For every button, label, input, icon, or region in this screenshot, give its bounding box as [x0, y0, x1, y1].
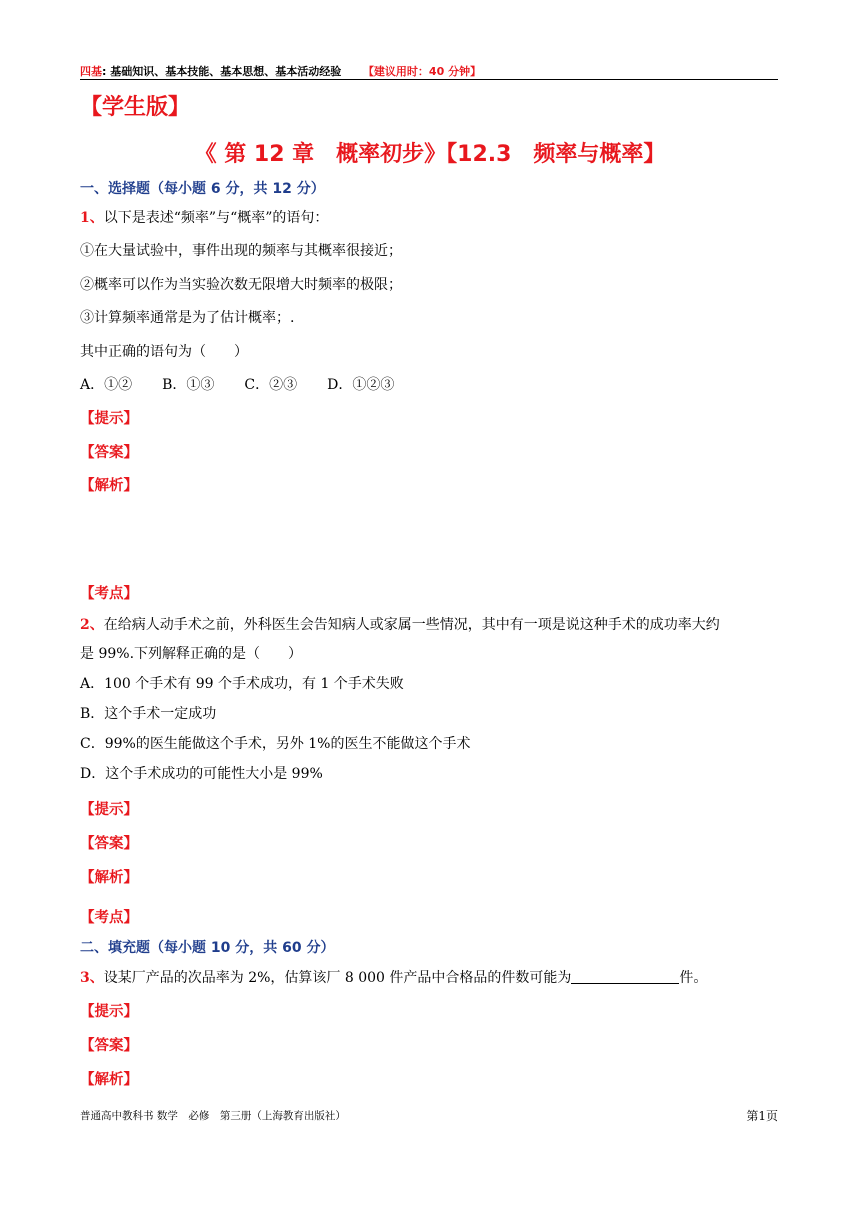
- q2-stem-line2: 是 99%.下列解释正确的是（ ）: [80, 646, 303, 662]
- q1-statement-3: ③计算频率通常是为了估计概率；.: [80, 310, 295, 326]
- q2-answer-tag: 【答案】: [80, 836, 138, 852]
- q1-hint-tag: 【提示】: [80, 411, 138, 427]
- q1-statement-1: ①在大量试验中，事件出现的频率与其概率很接近；: [80, 243, 402, 259]
- version-label: 【学生版】: [80, 95, 191, 120]
- section-heading-fill: 二、填充题（每小题 10 分，共 60 分）: [80, 940, 335, 956]
- q1-option-b: B．①③: [162, 377, 215, 393]
- header-divider: [80, 79, 778, 80]
- page-header: [80, 63, 481, 79]
- q1-stem: [80, 207, 328, 227]
- q3-answer-blank[interactable]: [571, 969, 679, 984]
- q1-point-tag: 【考点】: [80, 586, 138, 602]
- q2-point-tag: 【考点】: [80, 910, 138, 926]
- q1-statement-2: ②概率可以作为当实验次数无限增大时频率的极限；: [80, 277, 402, 293]
- q2-option-c: C．99%的医生能做这个手术，另外 1%的医生不能做这个手术: [80, 736, 471, 752]
- q1-options: [80, 374, 424, 394]
- q3-answer-tag: 【答案】: [80, 1038, 138, 1054]
- q3-number: 3、: [80, 970, 104, 986]
- footer-book-title: 普通高中教科书 数学 必修 第三册（上海教育出版社）: [80, 1110, 346, 1122]
- q3-analysis-tag: 【解析】: [80, 1072, 138, 1088]
- q3-stem-before: 设某厂产品的次品率为 2%，估算该厂 8 000 件产品中合格品的件数可能为: [103, 970, 572, 986]
- q2-option-b: B．这个手术一定成功: [80, 706, 217, 722]
- q1-answer-tag: 【答案】: [80, 445, 138, 461]
- q2-option-d: D．这个手术成功的可能性大小是 99%: [80, 766, 323, 782]
- page-title: 《 第 12 章 概率初步》【12.3 频率与概率】: [194, 142, 666, 167]
- q2-hint-tag: 【提示】: [80, 802, 138, 818]
- q2-number: 2、: [80, 617, 104, 633]
- q1-option-a: A．①②: [80, 377, 133, 393]
- footer-page-number: 第1页: [746, 1109, 778, 1123]
- q2-option-a: A．100 个手术有 99 个手术成功，有 1 个手术失败: [80, 676, 404, 692]
- section-heading-choice: 一、选择题（每小题 6 分，共 12 分）: [80, 181, 325, 197]
- header-time-hint: 【建议用时：40 分钟】: [362, 65, 482, 78]
- q2-analysis-tag: 【解析】: [80, 870, 138, 886]
- q1-analysis-tag: 【解析】: [80, 478, 138, 494]
- q2-stem-line1: [80, 614, 720, 634]
- q1-ask: 其中正确的语句为（ ）: [80, 344, 248, 360]
- q3-hint-tag: 【提示】: [80, 1004, 138, 1020]
- header-topics: 基础知识、基本技能、基本思想、基本活动经验: [110, 65, 342, 78]
- q3-stem: [80, 967, 707, 987]
- q1-option-c: C．②③: [244, 377, 298, 393]
- q3-stem-after: 件。: [679, 970, 708, 986]
- q1-option-d: D．①②③: [327, 377, 395, 393]
- header-colon: :: [102, 65, 107, 78]
- q1-stem-text: 以下是表述“频率”与“概率”的语句：: [103, 210, 329, 226]
- q1-number: 1、: [80, 210, 104, 226]
- q2-stem-text: 在给病人动手术之前，外科医生会告知病人或家属一些情况，其中有一项是说这种手术的成功率大约: [103, 617, 720, 633]
- header-prefix: 四基: [80, 65, 102, 78]
